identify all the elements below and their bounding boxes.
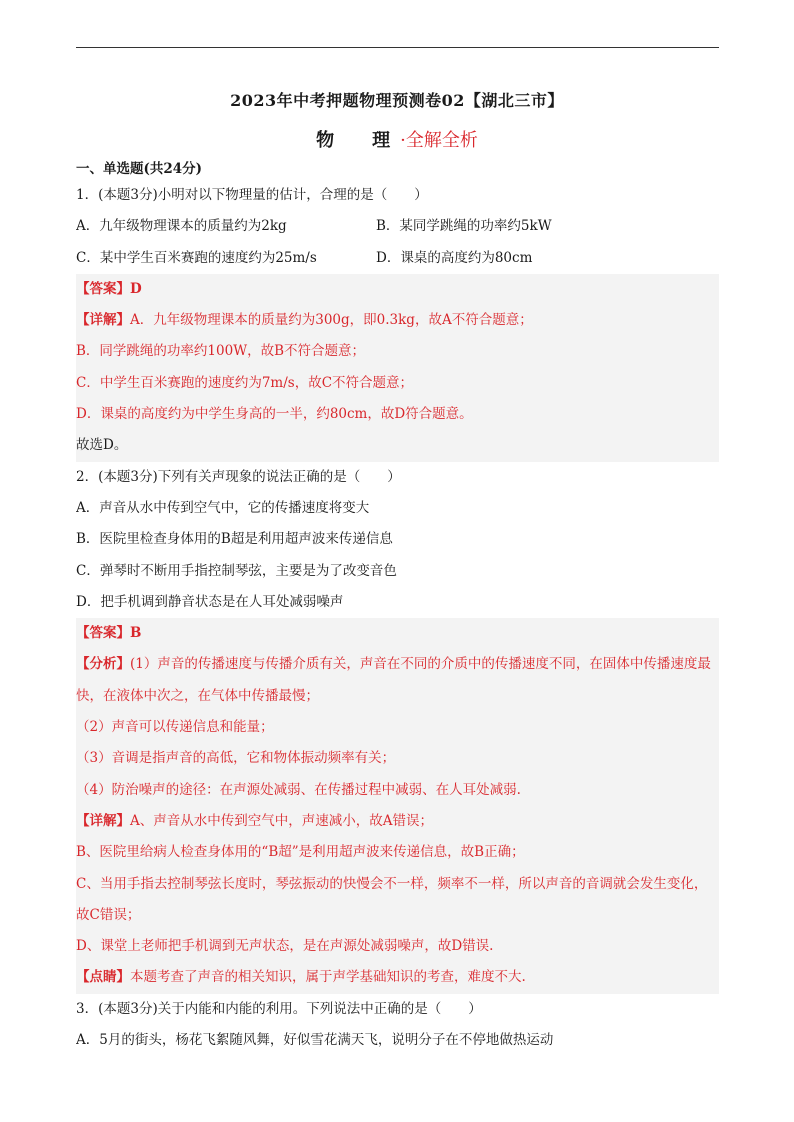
- q2-option-d: D．把手机调到静音状态是在人耳处减弱噪声: [76, 593, 344, 610]
- q1-conclusion-text: 故选D。: [76, 437, 128, 454]
- q1-answer-tag: 【答案】: [76, 280, 130, 297]
- q2-analysis-4: （4）防治噪声的途径：在声源处减弱、在传播过程中减弱、在人耳处减弱.: [76, 775, 719, 806]
- q2-detail-line: [76, 806, 719, 837]
- page-title: 2023年中考押题物理预测卷02【湖北三市】: [230, 91, 564, 110]
- q2-answer-tag: 【答案】: [76, 625, 130, 642]
- q2-detail-tag: 【详解】: [76, 812, 130, 829]
- q1-option-d: D．课桌的高度约为80cm: [376, 249, 533, 266]
- q2-option-a: A．声音从水中传到空气中，它的传播速度将变大: [76, 499, 370, 516]
- q2-comment: [76, 962, 719, 993]
- q1-option-a: A．九年级物理课本的质量约为2kg: [76, 218, 287, 235]
- q1-stem: 1．(本题3分)小明对以下物理量的估计，合理的是（ ）: [76, 187, 428, 203]
- q1-detail-c: C．中学生百米赛跑的速度约为7m/s，故C不符合题意；: [76, 368, 719, 399]
- q2-detail-b: B、医院里给病人检查身体用的“B超”是利用超声波来传递信息，故B正确；: [76, 837, 719, 868]
- q1-detail-a: A．九年级物理课本的质量约为300g，即0.3kg，故A不符合题意；: [130, 312, 533, 329]
- q1-options-row-1: [76, 211, 719, 242]
- section-heading: 一、单选题(共24分): [76, 161, 203, 177]
- q2-analysis-1-text: (1）声音的传播速度与传播介质有关，声音在不同的介质中的传播速度不同，在固体中传播速度最快，在液体中次之，在气体中传播最慢；: [76, 656, 711, 704]
- q2-detail-d: D、课堂上老师把手机调到无声状态，是在声源处减弱噪声，故D错误.: [76, 931, 719, 962]
- page-subtitle: [0, 126, 794, 152]
- q2-answer-value: B: [130, 625, 142, 642]
- q2-option-b: B．医院里检查身体用的B超是利用超声波来传递信息: [76, 531, 393, 548]
- q3-option-a: A．5月的街头，杨花飞絮随风舞，好似雪花满天飞，说明分子在不停地做热运动: [76, 1032, 554, 1049]
- q1-answer: [76, 274, 719, 305]
- q2-analysis-2: （2）声音可以传递信息和能量；: [76, 712, 719, 743]
- q1-detail-b: B．同学跳绳的功率约100W，故B不符合题意；: [76, 336, 719, 367]
- q2-analysis-tag: 【分析】: [76, 656, 130, 673]
- q1-detail-d: D．课桌的高度约为中学生身高的一半，约80cm，故D符合题意。: [76, 399, 719, 430]
- q1-detail-tag: 【详解】: [76, 312, 130, 329]
- q3-stem: 3．(本题3分)关于内能和内能的利用。下列说法中正确的是（ ）: [76, 1000, 482, 1017]
- subtitle-suffix: ·全解全析: [400, 130, 478, 151]
- q2-detail-a: A、声音从水中传到空气中，声速减小，故A错误；: [130, 812, 433, 829]
- q1-answer-value: D: [130, 280, 142, 297]
- q2-option-c: C．弹琴时不断用手指控制琴弦，主要是为了改变音色: [76, 562, 397, 579]
- q2-detail-c: C、当用手指去控制琴弦长度时，琴弦振动的快慢会不一样，频率不一样，所以声音的音调就会发生变化，故C错误；: [76, 869, 719, 932]
- subject-label: 物 理: [316, 130, 401, 151]
- q1-option-b: B．某同学跳绳的功率约5kW: [376, 218, 552, 235]
- q2-comment-tag: 【点睛】: [76, 969, 130, 986]
- q1-detail-line: [76, 305, 719, 336]
- q1-option-c: C．某中学生百米赛跑的速度约为25m/s: [76, 249, 317, 266]
- q2-comment-text: 本题考查了声音的相关知识，属于声学基础知识的考查，难度不大.: [130, 969, 526, 986]
- q2-answer: [76, 618, 719, 649]
- q1-options-row-2: [76, 243, 719, 274]
- q2-analysis-1: [76, 649, 719, 712]
- q2-analysis-3: （3）音调是指声音的高低，它和物体振动频率有关；: [76, 743, 719, 774]
- document-body: [76, 158, 719, 1056]
- q2-stem: 2．(本题3分)下列有关声现象的说法正确的是（ ）: [76, 468, 401, 485]
- q1-conclusion: [76, 430, 719, 461]
- header-rule: [76, 47, 719, 48]
